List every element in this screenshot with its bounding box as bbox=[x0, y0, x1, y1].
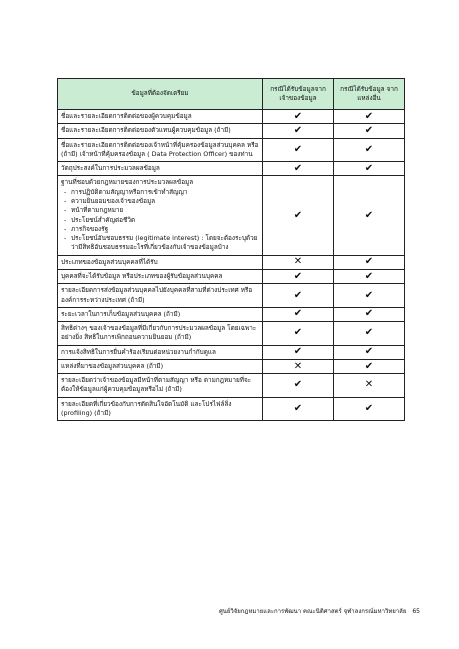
footer-institution: ศูนย์วิจัยกฎหมายและการพัฒนา คณะนิติศาสตร์ จุฬาลงกรณ์มหาวิทยาลัย bbox=[218, 608, 407, 615]
row-topic: ชื่อและรายละเอียดการติดต่อของตัวแทนผู้ควบคุมข้อมูล (ถ้ามี) bbox=[61, 126, 231, 135]
row-topic-cell bbox=[58, 176, 263, 255]
from-other-mark: ✔ bbox=[334, 284, 405, 308]
header-topic: ข้อมูลที่ต้องจัดเตรียม bbox=[58, 79, 263, 110]
row-topic-cell bbox=[58, 374, 263, 398]
row-topic: สิทธิต่างๆ ของเจ้าของข้อมูลที่มีเกี่ยวกับการประมวลผลข้อมูล โดยเฉพาะอย่างยิ่ง สิทธิในการเพิกถอนความยินยอม (ถ้ามี) bbox=[61, 324, 257, 342]
from-subject-mark: ✔ bbox=[263, 124, 334, 138]
from-other-mark: ✔ bbox=[334, 124, 405, 138]
page-footer bbox=[170, 606, 420, 616]
legal-basis-item: - หน้าที่ตามกฎหมาย bbox=[61, 206, 259, 215]
legal-basis-item: - ความยินยอมของเจ้าของข้อมูล bbox=[61, 197, 259, 206]
header-from-other: กรณีได้รับข้อมูล จากแหล่งอื่น bbox=[334, 79, 405, 110]
from-subject-mark: ✔ bbox=[263, 269, 334, 283]
from-other-mark: ✔ bbox=[334, 307, 405, 321]
from-subject-mark: ✔ bbox=[263, 307, 334, 321]
row-topic-cell bbox=[58, 255, 263, 269]
from-other-mark: ✔ bbox=[334, 110, 405, 124]
from-other-mark: ✔ bbox=[334, 397, 405, 421]
row-topic-cell bbox=[58, 110, 263, 124]
row-topic-cell bbox=[58, 307, 263, 321]
table-row bbox=[58, 269, 405, 283]
row-topic-cell bbox=[58, 162, 263, 176]
row-topic-cell bbox=[58, 124, 263, 138]
row-topic: ระยะเวลาในการเก็บข้อมูลส่วนบุคคล (ถ้ามี) bbox=[61, 309, 181, 318]
from-other-mark: ✔ bbox=[334, 176, 405, 255]
table-row bbox=[58, 397, 405, 421]
from-other-mark: ✔ bbox=[334, 345, 405, 359]
from-other-mark: ✕ bbox=[334, 374, 405, 398]
table-row bbox=[58, 307, 405, 321]
from-subject-mark: ✕ bbox=[263, 255, 334, 269]
from-subject-mark: ✔ bbox=[263, 110, 334, 124]
table-header-row bbox=[58, 79, 405, 110]
row-topic: วัตถุประสงค์ในการประมวลผลข้อมูล bbox=[61, 164, 160, 173]
row-topic: แหล่งที่มาของข้อมูลส่วนบุคคล (ถ้ามี) bbox=[61, 361, 164, 370]
from-other-mark: ✔ bbox=[334, 322, 405, 346]
table-row bbox=[58, 110, 405, 124]
row-topic: ประเภทของข้อมูลส่วนบุคคลที่ได้รับ bbox=[61, 257, 158, 266]
row-topic: การแจ้งสิทธิในการยื่นคำร้องเรียนต่อหน่วยงานกำกับดูแล bbox=[61, 347, 216, 356]
legal-basis-item: - ประโยชน์อันชอบธรรม (legitimate interest) : โดยจะต้องระบุด้วยว่ามีสิทธิอันชอบธรรมอะไรที่เกี่ยวข้องกับเจ้าของข้อมูลบ้าง bbox=[61, 234, 259, 253]
from-subject-mark: ✕ bbox=[263, 359, 334, 373]
legal-basis-item: - การปฏิบัติตามสัญญาหรือการเข้าทำสัญญา bbox=[61, 188, 259, 197]
row-topic-cell bbox=[58, 345, 263, 359]
from-subject-mark: ✔ bbox=[263, 322, 334, 346]
table-row bbox=[58, 345, 405, 359]
row-topic: รายละเอียดที่เกี่ยวข้องกับการตัดสินใจอัตโนมัติ และโปรไฟล์ลิ่ง (profiling) (ถ้ามี) bbox=[61, 399, 232, 418]
table-row bbox=[58, 138, 405, 162]
page-number: 65 bbox=[412, 608, 420, 615]
legal-bases-list bbox=[61, 188, 259, 253]
from-subject-mark: ✔ bbox=[263, 374, 334, 398]
from-other-mark: ✔ bbox=[334, 138, 405, 162]
table-row bbox=[58, 176, 405, 255]
table-row bbox=[58, 374, 405, 398]
from-subject-mark: ✔ bbox=[263, 345, 334, 359]
legal-basis-item: - ภารกิจของรัฐ bbox=[61, 225, 259, 234]
from-other-mark: ✔ bbox=[334, 269, 405, 283]
table-row bbox=[58, 322, 405, 346]
row-topic: ชื่อและรายละเอียดการติดต่อของผู้ควบคุมข้อมูล bbox=[61, 112, 192, 120]
from-subject-mark: ✔ bbox=[263, 397, 334, 421]
row-topic: ฐานที่ชอบด้วยกฎหมายของการประมวลผลข้อมูล bbox=[61, 178, 194, 187]
row-topic: รายละเอียดว่าเจ้าของข้อมูลมีหน้าที่ตามสัญญา หรือ ตามกฎหมายที่จะต้องให้ข้อมูลแก่ผู้ควบคุมข้อมูลหรือไม่ (ถ้ามี) bbox=[61, 376, 252, 394]
row-topic-cell bbox=[58, 397, 263, 421]
from-other-mark: ✔ bbox=[334, 359, 405, 373]
row-topic: รายละเอียดการส่งข้อมูลส่วนบุคคลไปยังบุคคลที่สามที่ต่างประเทศ หรือ องค์การระหว่างประเทศ (ถ้ามี) bbox=[61, 286, 253, 304]
from-subject-mark: ✔ bbox=[263, 138, 334, 162]
row-topic-cell bbox=[58, 322, 263, 346]
from-subject-mark: ✔ bbox=[263, 162, 334, 176]
row-topic-cell bbox=[58, 359, 263, 373]
legal-basis-item: - ประโยชน์สำคัญต่อชีวิต bbox=[61, 216, 259, 225]
from-subject-mark: ✔ bbox=[263, 176, 334, 255]
row-topic: บุคคลที่จะได้รับข้อมูล หรือประเภทของผู้รับข้อมูลส่วนบุคคล bbox=[61, 271, 223, 280]
row-topic-cell bbox=[58, 284, 263, 308]
table-row bbox=[58, 359, 405, 373]
header-from-subject: กรณีได้รับข้อมูลจาก เจ้าของข้อมูล bbox=[263, 79, 334, 110]
table-row bbox=[58, 255, 405, 269]
row-topic-cell bbox=[58, 269, 263, 283]
table-row bbox=[58, 284, 405, 308]
row-topic: ชื่อและรายละเอียดการติดต่อของเจ้าหน้าที่คุ้มครองข้อมูลส่วนบุคคล หรือ (ถ้ามี) เจ้าหน้าที่คุ้มครองข้อมูล ( Data Protection Officer) ของท่าน bbox=[61, 140, 259, 158]
table-row bbox=[58, 162, 405, 176]
information-requirements-table bbox=[57, 78, 405, 421]
from-other-mark: ✔ bbox=[334, 162, 405, 176]
from-other-mark: ✔ bbox=[334, 255, 405, 269]
table-row bbox=[58, 124, 405, 138]
row-topic-cell bbox=[58, 138, 263, 162]
from-subject-mark: ✔ bbox=[263, 284, 334, 308]
